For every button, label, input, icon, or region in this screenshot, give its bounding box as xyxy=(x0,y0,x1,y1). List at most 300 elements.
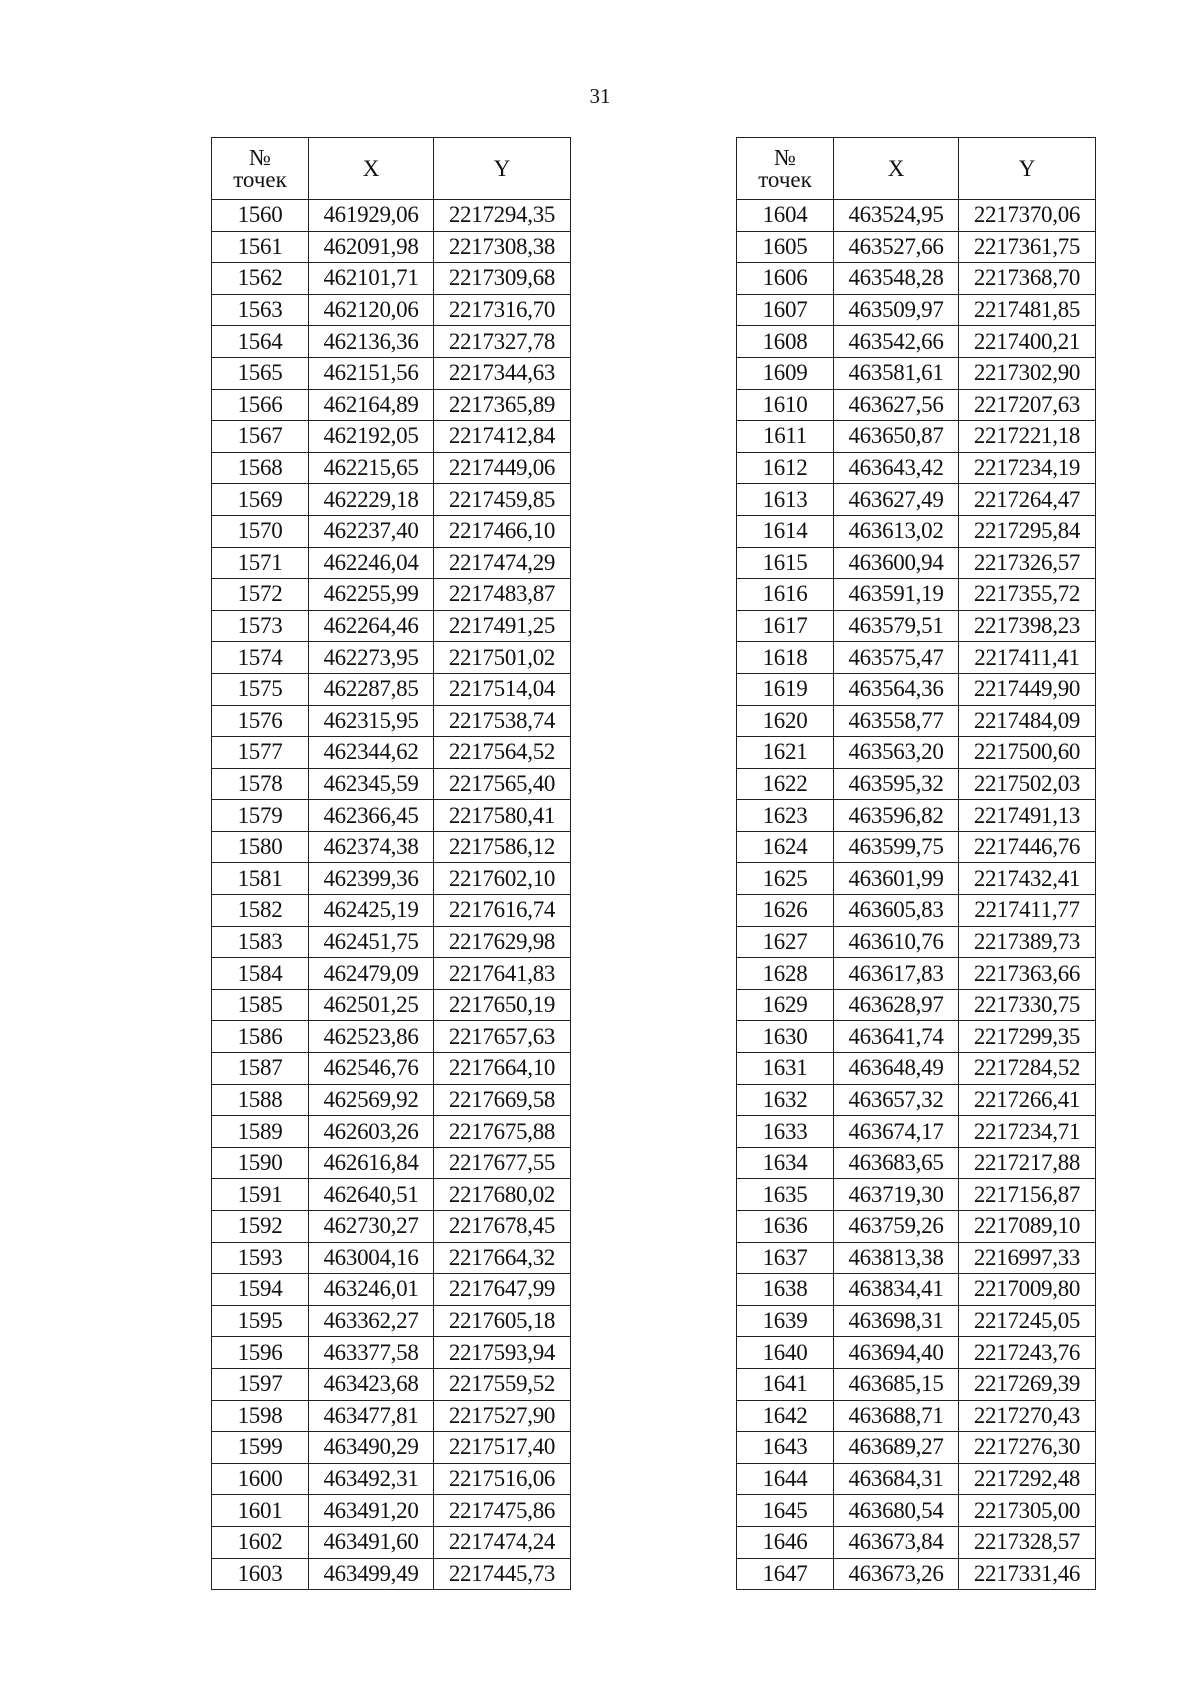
point-number-cell: 1617 xyxy=(737,610,834,642)
header-x: X xyxy=(834,138,959,200)
table-row xyxy=(212,452,571,484)
point-number-cell: 1601 xyxy=(212,1495,309,1527)
table-row xyxy=(737,1337,1096,1369)
x-coordinate-cell: 463524,95 xyxy=(834,200,959,232)
table-row xyxy=(737,1526,1096,1558)
x-coordinate-cell: 462374,38 xyxy=(309,831,434,863)
point-number-cell: 1563 xyxy=(212,294,309,326)
y-coordinate-cell: 2217270,43 xyxy=(959,1400,1096,1432)
x-coordinate-cell: 462569,92 xyxy=(309,1084,434,1116)
x-coordinate-cell: 462315,95 xyxy=(309,705,434,737)
x-coordinate-cell: 462479,09 xyxy=(309,958,434,990)
x-coordinate-cell: 462246,04 xyxy=(309,547,434,579)
point-number-cell: 1571 xyxy=(212,547,309,579)
table-row xyxy=(737,1053,1096,1085)
x-coordinate-cell: 462237,40 xyxy=(309,515,434,547)
x-coordinate-cell: 463613,02 xyxy=(834,515,959,547)
point-number-cell: 1561 xyxy=(212,231,309,263)
point-number-cell: 1633 xyxy=(737,1116,834,1148)
table-row xyxy=(737,1400,1096,1432)
y-coordinate-cell: 2217308,38 xyxy=(434,231,571,263)
table-body xyxy=(212,200,571,1590)
table-row xyxy=(737,642,1096,674)
point-number-cell: 1587 xyxy=(212,1053,309,1085)
point-number-cell: 1624 xyxy=(737,831,834,863)
x-coordinate-cell: 462091,98 xyxy=(309,231,434,263)
table-row xyxy=(212,1495,571,1527)
y-coordinate-cell: 2217650,19 xyxy=(434,989,571,1021)
x-coordinate-cell: 463684,31 xyxy=(834,1463,959,1495)
table-row xyxy=(737,1242,1096,1274)
point-number-cell: 1564 xyxy=(212,326,309,358)
table-row xyxy=(212,989,571,1021)
y-coordinate-cell: 2217629,98 xyxy=(434,926,571,958)
table-row xyxy=(737,421,1096,453)
x-coordinate-cell: 462399,36 xyxy=(309,863,434,895)
point-number-cell: 1621 xyxy=(737,737,834,769)
table-row xyxy=(212,642,571,674)
y-coordinate-cell: 2217245,05 xyxy=(959,1305,1096,1337)
table-row xyxy=(737,989,1096,1021)
y-coordinate-cell: 2217368,70 xyxy=(959,263,1096,295)
table-row xyxy=(737,357,1096,389)
x-coordinate-cell: 462640,51 xyxy=(309,1179,434,1211)
point-number-cell: 1565 xyxy=(212,357,309,389)
y-coordinate-cell: 2217483,87 xyxy=(434,579,571,611)
y-coordinate-cell: 2217474,29 xyxy=(434,547,571,579)
x-coordinate-cell: 463491,60 xyxy=(309,1526,434,1558)
x-coordinate-cell: 463694,40 xyxy=(834,1337,959,1369)
table-row xyxy=(737,863,1096,895)
y-coordinate-cell: 2217266,41 xyxy=(959,1084,1096,1116)
x-coordinate-cell: 463595,32 xyxy=(834,768,959,800)
table-row xyxy=(737,926,1096,958)
point-number-cell: 1612 xyxy=(737,452,834,484)
x-coordinate-cell: 463719,30 xyxy=(834,1179,959,1211)
x-coordinate-cell: 463492,31 xyxy=(309,1463,434,1495)
x-coordinate-cell: 462215,65 xyxy=(309,452,434,484)
table-row xyxy=(737,389,1096,421)
table-row xyxy=(212,1084,571,1116)
point-number-cell: 1583 xyxy=(212,926,309,958)
y-coordinate-cell: 2217669,58 xyxy=(434,1084,571,1116)
y-coordinate-cell: 2217327,78 xyxy=(434,326,571,358)
y-coordinate-cell: 2217156,87 xyxy=(959,1179,1096,1211)
x-coordinate-cell: 463004,16 xyxy=(309,1242,434,1274)
point-number-cell: 1573 xyxy=(212,610,309,642)
point-number-cell: 1613 xyxy=(737,484,834,516)
point-number-cell: 1593 xyxy=(212,1242,309,1274)
header-y: Y xyxy=(434,138,571,200)
y-coordinate-cell: 2217675,88 xyxy=(434,1116,571,1148)
y-coordinate-cell: 2217316,70 xyxy=(434,294,571,326)
point-number-cell: 1645 xyxy=(737,1495,834,1527)
x-coordinate-cell: 463685,15 xyxy=(834,1368,959,1400)
point-number-cell: 1626 xyxy=(737,895,834,927)
point-number-cell: 1619 xyxy=(737,673,834,705)
x-coordinate-cell: 463591,19 xyxy=(834,579,959,611)
table-row xyxy=(737,1274,1096,1306)
point-number-cell: 1646 xyxy=(737,1526,834,1558)
x-coordinate-cell: 463509,97 xyxy=(834,294,959,326)
table-body xyxy=(737,200,1096,1590)
x-coordinate-cell: 463650,87 xyxy=(834,421,959,453)
table-row xyxy=(737,1211,1096,1243)
x-coordinate-cell: 463563,20 xyxy=(834,737,959,769)
point-number-cell: 1635 xyxy=(737,1179,834,1211)
point-number-cell: 1644 xyxy=(737,1463,834,1495)
table-row xyxy=(212,231,571,263)
point-number-cell: 1568 xyxy=(212,452,309,484)
point-number-cell: 1585 xyxy=(212,989,309,1021)
table-row xyxy=(212,294,571,326)
point-number-cell: 1577 xyxy=(212,737,309,769)
table-row xyxy=(212,673,571,705)
x-coordinate-cell: 462264,46 xyxy=(309,610,434,642)
point-number-cell: 1642 xyxy=(737,1400,834,1432)
table-row xyxy=(737,294,1096,326)
table-row xyxy=(212,1179,571,1211)
x-coordinate-cell: 463362,27 xyxy=(309,1305,434,1337)
y-coordinate-cell: 2217678,45 xyxy=(434,1211,571,1243)
y-coordinate-cell: 2217500,60 xyxy=(959,737,1096,769)
x-coordinate-cell: 463542,66 xyxy=(834,326,959,358)
table-row xyxy=(737,705,1096,737)
point-number-cell: 1572 xyxy=(212,579,309,611)
point-number-cell: 1638 xyxy=(737,1274,834,1306)
point-number-cell: 1620 xyxy=(737,705,834,737)
x-coordinate-cell: 463558,77 xyxy=(834,705,959,737)
x-coordinate-cell: 463605,83 xyxy=(834,895,959,927)
x-coordinate-cell: 462603,26 xyxy=(309,1116,434,1148)
header-y: Y xyxy=(959,138,1096,200)
y-coordinate-cell: 2217234,19 xyxy=(959,452,1096,484)
y-coordinate-cell: 2217466,10 xyxy=(434,515,571,547)
header-point-number xyxy=(212,138,309,200)
y-coordinate-cell: 2217302,90 xyxy=(959,357,1096,389)
table-row xyxy=(737,1116,1096,1148)
table-row xyxy=(737,452,1096,484)
table-row xyxy=(212,421,571,453)
y-coordinate-cell: 2217432,41 xyxy=(959,863,1096,895)
x-coordinate-cell: 462546,76 xyxy=(309,1053,434,1085)
y-coordinate-cell: 2217484,09 xyxy=(959,705,1096,737)
table-row xyxy=(737,231,1096,263)
table-row xyxy=(737,1021,1096,1053)
table-row xyxy=(737,768,1096,800)
table-row xyxy=(212,263,571,295)
table-row xyxy=(212,515,571,547)
table-row xyxy=(737,610,1096,642)
y-coordinate-cell: 2217580,41 xyxy=(434,800,571,832)
y-coordinate-cell: 2217363,66 xyxy=(959,958,1096,990)
y-coordinate-cell: 2217370,06 xyxy=(959,200,1096,232)
y-coordinate-cell: 2217400,21 xyxy=(959,326,1096,358)
x-coordinate-cell: 462366,45 xyxy=(309,800,434,832)
header-points-word: точек xyxy=(758,166,812,192)
table-row xyxy=(737,1305,1096,1337)
point-number-cell: 1575 xyxy=(212,673,309,705)
table-row xyxy=(212,768,571,800)
point-number-cell: 1598 xyxy=(212,1400,309,1432)
y-coordinate-cell: 2217459,85 xyxy=(434,484,571,516)
point-number-cell: 1616 xyxy=(737,579,834,611)
point-number-cell: 1627 xyxy=(737,926,834,958)
point-number-cell: 1615 xyxy=(737,547,834,579)
point-number-cell: 1586 xyxy=(212,1021,309,1053)
point-number-cell: 1578 xyxy=(212,768,309,800)
y-coordinate-cell: 2217411,41 xyxy=(959,642,1096,674)
point-number-cell: 1608 xyxy=(737,326,834,358)
y-coordinate-cell: 2217605,18 xyxy=(434,1305,571,1337)
x-coordinate-cell: 463601,99 xyxy=(834,863,959,895)
x-coordinate-cell: 462273,95 xyxy=(309,642,434,674)
header-row xyxy=(212,138,571,200)
y-coordinate-cell: 2217474,24 xyxy=(434,1526,571,1558)
y-coordinate-cell: 2217089,10 xyxy=(959,1211,1096,1243)
y-coordinate-cell: 2217326,57 xyxy=(959,547,1096,579)
point-number-cell: 1567 xyxy=(212,421,309,453)
point-number-cell: 1579 xyxy=(212,800,309,832)
table-row xyxy=(212,926,571,958)
y-coordinate-cell: 2217412,84 xyxy=(434,421,571,453)
header-row xyxy=(737,138,1096,200)
y-coordinate-cell: 2217221,18 xyxy=(959,421,1096,453)
x-coordinate-cell: 463643,42 xyxy=(834,452,959,484)
x-coordinate-cell: 462523,86 xyxy=(309,1021,434,1053)
table-row xyxy=(212,1558,571,1590)
point-number-cell: 1600 xyxy=(212,1463,309,1495)
table-row xyxy=(737,1368,1096,1400)
y-coordinate-cell: 2217411,77 xyxy=(959,895,1096,927)
table-row xyxy=(212,484,571,516)
point-number-cell: 1629 xyxy=(737,989,834,1021)
point-number-cell: 1599 xyxy=(212,1432,309,1464)
table-row xyxy=(737,1179,1096,1211)
y-coordinate-cell: 2217284,52 xyxy=(959,1053,1096,1085)
point-number-cell: 1605 xyxy=(737,231,834,263)
y-coordinate-cell: 2217527,90 xyxy=(434,1400,571,1432)
x-coordinate-cell: 463423,68 xyxy=(309,1368,434,1400)
x-coordinate-cell: 462451,75 xyxy=(309,926,434,958)
y-coordinate-cell: 2217657,63 xyxy=(434,1021,571,1053)
y-coordinate-cell: 2217217,88 xyxy=(959,1147,1096,1179)
table-row xyxy=(737,1084,1096,1116)
x-coordinate-cell: 463579,51 xyxy=(834,610,959,642)
y-coordinate-cell: 2217616,74 xyxy=(434,895,571,927)
y-coordinate-cell: 2217264,47 xyxy=(959,484,1096,516)
table-row xyxy=(737,547,1096,579)
point-number-cell: 1622 xyxy=(737,768,834,800)
y-coordinate-cell: 2217501,02 xyxy=(434,642,571,674)
table-row xyxy=(212,547,571,579)
point-number-cell: 1609 xyxy=(737,357,834,389)
y-coordinate-cell: 2217538,74 xyxy=(434,705,571,737)
point-number-cell: 1637 xyxy=(737,1242,834,1274)
table-row xyxy=(212,1432,571,1464)
x-coordinate-cell: 463599,75 xyxy=(834,831,959,863)
y-coordinate-cell: 2217294,35 xyxy=(434,200,571,232)
header-point-number xyxy=(737,138,834,200)
x-coordinate-cell: 462120,06 xyxy=(309,294,434,326)
point-number-cell: 1560 xyxy=(212,200,309,232)
y-coordinate-cell: 2217234,71 xyxy=(959,1116,1096,1148)
table-row xyxy=(737,673,1096,705)
y-coordinate-cell: 2217305,00 xyxy=(959,1495,1096,1527)
table-row xyxy=(212,1274,571,1306)
y-coordinate-cell: 2217491,25 xyxy=(434,610,571,642)
y-coordinate-cell: 2217449,90 xyxy=(959,673,1096,705)
header-x: X xyxy=(309,138,434,200)
point-number-cell: 1576 xyxy=(212,705,309,737)
y-coordinate-cell: 2217446,76 xyxy=(959,831,1096,863)
x-coordinate-cell: 463600,94 xyxy=(834,547,959,579)
y-coordinate-cell: 2217559,52 xyxy=(434,1368,571,1400)
y-coordinate-cell: 2217481,85 xyxy=(959,294,1096,326)
table-row xyxy=(212,705,571,737)
table-row xyxy=(212,1147,571,1179)
x-coordinate-cell: 463813,38 xyxy=(834,1242,959,1274)
table-row xyxy=(212,1463,571,1495)
y-coordinate-cell: 2217309,68 xyxy=(434,263,571,295)
point-number-cell: 1584 xyxy=(212,958,309,990)
point-number-cell: 1606 xyxy=(737,263,834,295)
y-coordinate-cell: 2217664,10 xyxy=(434,1053,571,1085)
point-number-cell: 1610 xyxy=(737,389,834,421)
x-coordinate-cell: 463477,81 xyxy=(309,1400,434,1432)
x-coordinate-cell: 462164,89 xyxy=(309,389,434,421)
y-coordinate-cell: 2217292,48 xyxy=(959,1463,1096,1495)
y-coordinate-cell: 2217602,10 xyxy=(434,863,571,895)
table-row xyxy=(737,200,1096,232)
table-row xyxy=(212,1526,571,1558)
point-number-cell: 1597 xyxy=(212,1368,309,1400)
table-row xyxy=(737,1432,1096,1464)
table-row xyxy=(212,357,571,389)
y-coordinate-cell: 2217328,57 xyxy=(959,1526,1096,1558)
table-row xyxy=(212,1368,571,1400)
table-row xyxy=(212,863,571,895)
x-coordinate-cell: 463641,74 xyxy=(834,1021,959,1053)
x-coordinate-cell: 463834,41 xyxy=(834,1274,959,1306)
table-row xyxy=(737,1147,1096,1179)
y-coordinate-cell: 2217516,06 xyxy=(434,1463,571,1495)
x-coordinate-cell: 463377,58 xyxy=(309,1337,434,1369)
x-coordinate-cell: 463673,84 xyxy=(834,1526,959,1558)
table-row xyxy=(212,389,571,421)
x-coordinate-cell: 463499,49 xyxy=(309,1558,434,1590)
point-number-cell: 1596 xyxy=(212,1337,309,1369)
table-row xyxy=(212,1242,571,1274)
point-number-cell: 1639 xyxy=(737,1305,834,1337)
y-coordinate-cell: 2217517,40 xyxy=(434,1432,571,1464)
table-row xyxy=(737,1463,1096,1495)
point-number-cell: 1634 xyxy=(737,1147,834,1179)
table-row xyxy=(737,515,1096,547)
point-number-cell: 1636 xyxy=(737,1211,834,1243)
point-number-cell: 1580 xyxy=(212,831,309,863)
coordinates-table-right xyxy=(736,137,1096,1590)
x-coordinate-cell: 463491,20 xyxy=(309,1495,434,1527)
y-coordinate-cell: 2217593,94 xyxy=(434,1337,571,1369)
y-coordinate-cell: 2217398,23 xyxy=(959,610,1096,642)
x-coordinate-cell: 463490,29 xyxy=(309,1432,434,1464)
point-number-cell: 1631 xyxy=(737,1053,834,1085)
x-coordinate-cell: 463683,65 xyxy=(834,1147,959,1179)
point-number-cell: 1581 xyxy=(212,863,309,895)
x-coordinate-cell: 462425,19 xyxy=(309,895,434,927)
y-coordinate-cell: 2217009,80 xyxy=(959,1274,1096,1306)
x-coordinate-cell: 462229,18 xyxy=(309,484,434,516)
table-row xyxy=(737,1495,1096,1527)
table-row xyxy=(737,831,1096,863)
x-coordinate-cell: 463759,26 xyxy=(834,1211,959,1243)
point-number-cell: 1594 xyxy=(212,1274,309,1306)
table-row xyxy=(212,1116,571,1148)
y-coordinate-cell: 2217449,06 xyxy=(434,452,571,484)
y-coordinate-cell: 2217502,03 xyxy=(959,768,1096,800)
header-points-word: точек xyxy=(233,166,287,192)
x-coordinate-cell: 463628,97 xyxy=(834,989,959,1021)
y-coordinate-cell: 2217330,75 xyxy=(959,989,1096,1021)
x-coordinate-cell: 463617,83 xyxy=(834,958,959,990)
x-coordinate-cell: 461929,06 xyxy=(309,200,434,232)
table-row xyxy=(212,800,571,832)
header-number-sign: № xyxy=(249,144,271,170)
x-coordinate-cell: 463246,01 xyxy=(309,1274,434,1306)
table-row xyxy=(212,200,571,232)
table-row xyxy=(737,579,1096,611)
point-number-cell: 1607 xyxy=(737,294,834,326)
x-coordinate-cell: 463610,76 xyxy=(834,926,959,958)
x-coordinate-cell: 463657,32 xyxy=(834,1084,959,1116)
y-coordinate-cell: 2217276,30 xyxy=(959,1432,1096,1464)
x-coordinate-cell: 463575,47 xyxy=(834,642,959,674)
x-coordinate-cell: 462344,62 xyxy=(309,737,434,769)
x-coordinate-cell: 462345,59 xyxy=(309,768,434,800)
y-coordinate-cell: 2217207,63 xyxy=(959,389,1096,421)
point-number-cell: 1643 xyxy=(737,1432,834,1464)
table-row xyxy=(737,958,1096,990)
point-number-cell: 1614 xyxy=(737,515,834,547)
point-number-cell: 1604 xyxy=(737,200,834,232)
x-coordinate-cell: 463674,17 xyxy=(834,1116,959,1148)
point-number-cell: 1589 xyxy=(212,1116,309,1148)
point-number-cell: 1611 xyxy=(737,421,834,453)
y-coordinate-cell: 2217564,52 xyxy=(434,737,571,769)
x-coordinate-cell: 462136,36 xyxy=(309,326,434,358)
point-number-cell: 1640 xyxy=(737,1337,834,1369)
point-number-cell: 1588 xyxy=(212,1084,309,1116)
y-coordinate-cell: 2217647,99 xyxy=(434,1274,571,1306)
point-number-cell: 1641 xyxy=(737,1368,834,1400)
point-number-cell: 1625 xyxy=(737,863,834,895)
table-row xyxy=(212,1053,571,1085)
y-coordinate-cell: 2217514,04 xyxy=(434,673,571,705)
table-row xyxy=(737,800,1096,832)
table-row xyxy=(212,737,571,769)
table-row xyxy=(212,326,571,358)
x-coordinate-cell: 462501,25 xyxy=(309,989,434,1021)
y-coordinate-cell: 2217586,12 xyxy=(434,831,571,863)
table-row xyxy=(737,1558,1096,1590)
table-row xyxy=(212,579,571,611)
y-coordinate-cell: 2216997,33 xyxy=(959,1242,1096,1274)
x-coordinate-cell: 462192,05 xyxy=(309,421,434,453)
table-row xyxy=(212,1305,571,1337)
x-coordinate-cell: 463673,26 xyxy=(834,1558,959,1590)
x-coordinate-cell: 463527,66 xyxy=(834,231,959,263)
